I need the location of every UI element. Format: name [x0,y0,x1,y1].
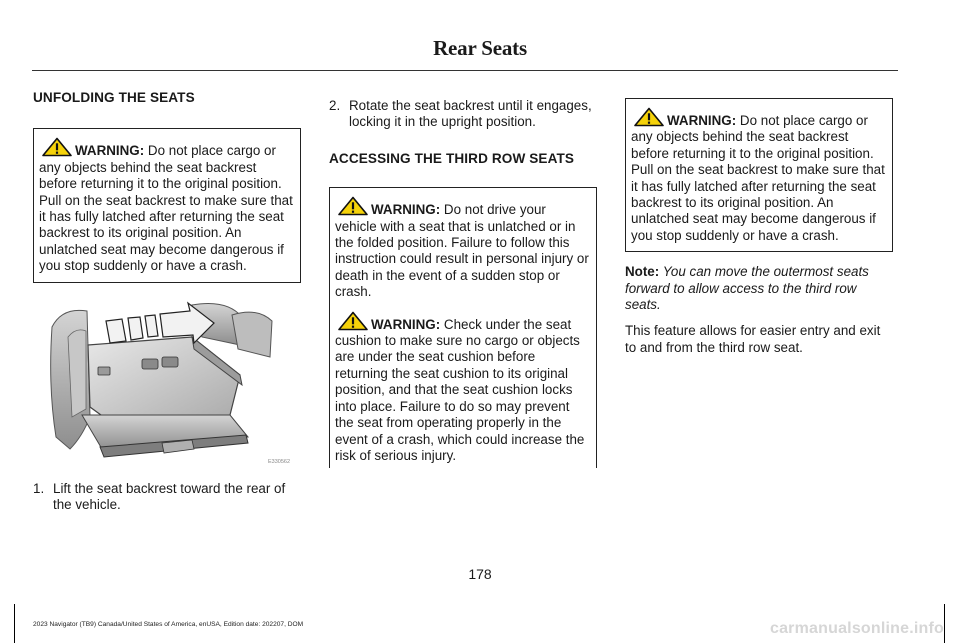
warning-label: WARNING: [371,202,441,218]
warning-text: Check under the seat cushion to make sure no cargo or objects are under the seat cushion before returning the seat cushion to its original position, and that the seat cushion locks into place. Failure to do so may prevent the seat from operating properly in the event of a crash, which could increase the risk of serious injury. [335,316,585,463]
page-number: 178 [468,566,492,582]
crop-mark [944,604,945,643]
warning-block [335,196,591,300]
note-label: Note: [625,264,660,280]
warning-label: WARNING: [371,316,441,332]
step-text: Rotate the seat backrest until it engages, locking it in the upright position. [349,98,592,130]
page-title: Rear Seats [433,36,527,60]
warning-box [329,187,597,468]
warning-triangle-icon [337,196,369,216]
step-number: 1. [33,480,45,496]
warning-box [33,128,301,282]
note [625,264,893,313]
column-3 [625,90,893,356]
watermark: carmanualsonline.info [769,620,944,637]
warning-block [335,311,591,465]
column-1 [33,90,301,513]
figure-code: E330562 [268,458,291,465]
note-text: You can move the outermost seats forward to allow access to the third row seats. [625,264,869,313]
warning-block [631,107,887,244]
warning-text: Do not place cargo or any objects behind the seat backrest before returning it to the original position. Pull on the seat backrest to make sure that it has fully latched after returning the seat backrest to its original position. An unlatched seat may become dangerous if you stop suddenly or have a crash. [631,113,885,243]
step-1 [33,481,301,514]
header-rule [32,70,898,71]
warning-triangle-icon [41,137,73,157]
paragraph: This feature allows for easier entry and exit to and from the third row seat. [625,323,881,355]
seat-illustration [42,297,292,467]
step-number: 2. [329,98,341,113]
crop-mark [14,604,15,643]
warning-block [39,137,295,274]
warning-text: Do not drive your vehicle with a seat that is unlatched or in the folded position. Failure to follow this instruction could result in personal injury or death in the event of a sudden stop or crash. [335,202,589,300]
warning-triangle-icon [337,311,369,331]
column-2 [329,90,597,468]
step-2 [329,98,597,131]
section-heading-unfolding: UNFOLDING THE SEATS [33,90,195,105]
warning-box [625,98,893,252]
edition-footer: 2023 Navigator (TB9) Canada/United States of America, enUSA, Edition date: 202207, DOM [33,621,304,628]
warning-text: Do not place cargo or any objects behind the seat backrest before returning it to the original position. Pull on the seat backrest to make sure that it has fully latched after returning the seat backrest to its original position. An unlatched seat may become dangerous if you stop suddenly or have a crash. [39,143,293,274]
step-text: Lift the seat backrest toward the rear of the vehicle. [53,480,286,513]
warning-triangle-icon [633,107,665,127]
section-heading-third-row: ACCESSING THE THIRD ROW SEATS [329,150,575,166]
warning-label: WARNING: [75,143,145,159]
warning-label: WARNING: [667,113,737,128]
